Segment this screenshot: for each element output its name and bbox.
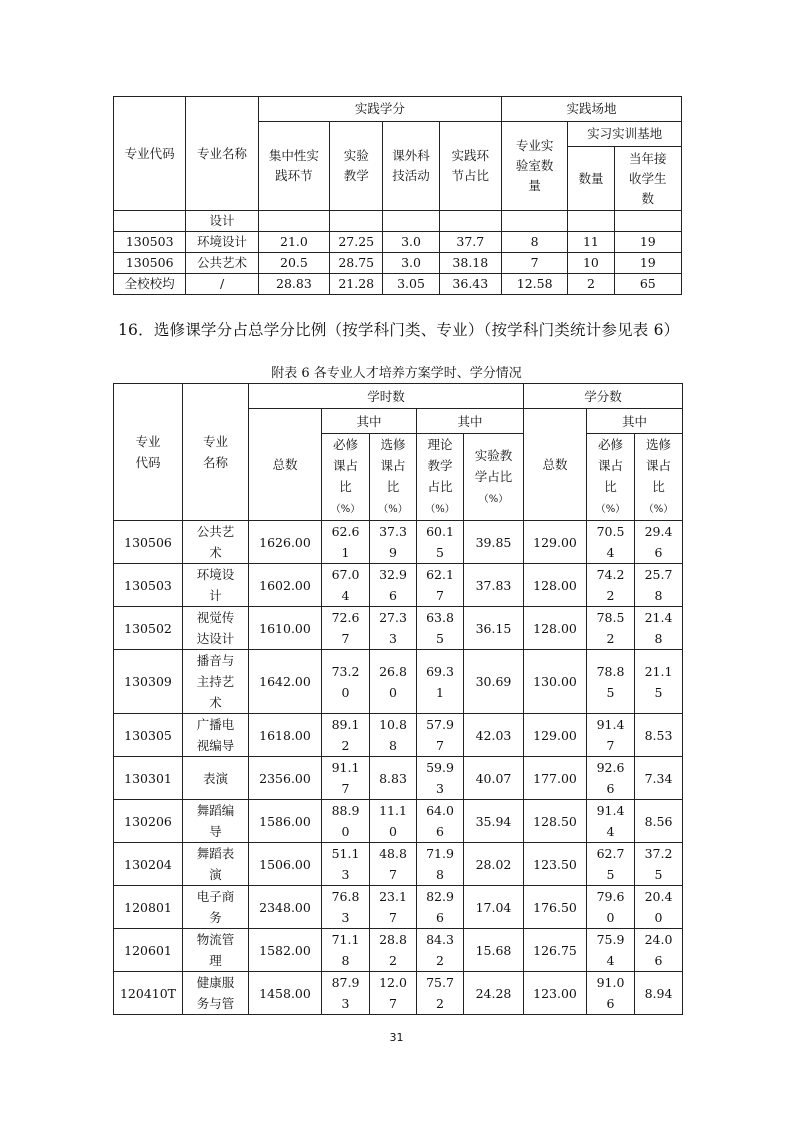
table-caption: 附表 6 各专业人才培养方案学时、学分情况	[271, 366, 522, 381]
header-theory: 理论教学占比 （%）	[417, 434, 464, 521]
table-cell: 62.17	[417, 564, 464, 607]
header-experimental: 实验教学占比 （%）	[464, 434, 524, 521]
table-cell: 1618.00	[249, 714, 322, 757]
table-cell: 1582.00	[249, 929, 322, 972]
table-cell: 广播电视编导	[183, 714, 249, 757]
table-cell: 42.03	[464, 714, 524, 757]
table-cell: 120801	[114, 886, 183, 929]
table-cell: 1642.00	[249, 650, 322, 714]
table-cell: 79.60	[587, 886, 635, 929]
table-cell: 29.46	[635, 521, 683, 564]
table-cell: 130206	[114, 800, 183, 843]
table-cell: 91.47	[587, 714, 635, 757]
table-cell: 57.97	[417, 714, 464, 757]
header-practice-credits: 实践学分	[258, 97, 501, 122]
table-cell: 87.93	[322, 972, 370, 1015]
table-cell: 130506	[114, 521, 183, 564]
table-cell: 73.20	[322, 650, 370, 714]
table-cell: 8.94	[635, 972, 683, 1015]
table-cell: 128.00	[524, 607, 587, 650]
table-cell: 舞蹈编导	[183, 800, 249, 843]
table-cell: 130301	[114, 757, 183, 800]
table-cell: 69.31	[417, 650, 464, 714]
table-cell: 76.83	[322, 886, 370, 929]
table-cell: 37.39	[370, 521, 417, 564]
table-row: 130506 公共艺术 20.5 28.75 3.0 38.18 7 10 19	[114, 253, 682, 274]
table-cell: 130309	[114, 650, 183, 714]
table-cell: 128.00	[524, 564, 587, 607]
table-cell: 91.17	[322, 757, 370, 800]
table-row	[114, 714, 683, 757]
table-cell: 91.44	[587, 800, 635, 843]
hours-credits-table	[113, 383, 683, 1015]
table-cell: 12.07	[370, 972, 417, 1015]
table-cell: 60.15	[417, 521, 464, 564]
header-hours: 学时数	[249, 384, 524, 409]
table-cell: 128.50	[524, 800, 587, 843]
page-number: 31	[389, 1031, 404, 1044]
table-cell: 20.40	[635, 886, 683, 929]
table-cell: 28.02	[464, 843, 524, 886]
table-cell: 8.56	[635, 800, 683, 843]
table-cell: 88.90	[322, 800, 370, 843]
table-cell: 120601	[114, 929, 183, 972]
table-cell: 51.13	[322, 843, 370, 886]
table-cell: 71.18	[322, 929, 370, 972]
header-required: 必修课占比 （%）	[322, 434, 370, 521]
table-cell: 2348.00	[249, 886, 322, 929]
header-credit-total: 总数	[524, 409, 587, 521]
header-code: 专业代码	[114, 384, 183, 521]
table-cell: 176.50	[524, 886, 587, 929]
table-cell: 1458.00	[249, 972, 322, 1015]
table-cell: 37.25	[635, 843, 683, 886]
table-cell: 40.07	[464, 757, 524, 800]
table-cell: 120410T	[114, 972, 183, 1015]
table-cell: 82.96	[417, 886, 464, 929]
header-ratio: 实践环节占比	[439, 122, 501, 211]
table-cell: 129.00	[524, 714, 587, 757]
table-cell: 91.06	[587, 972, 635, 1015]
table-row: 设计	[114, 211, 682, 232]
table-cell: 24.06	[635, 929, 683, 972]
header-concentrated: 集中性实践环节	[258, 122, 329, 211]
table-cell: 123.50	[524, 843, 587, 886]
table-row	[114, 800, 683, 843]
table-cell: 26.80	[370, 650, 417, 714]
header-elective: 选修课占比 （%）	[370, 434, 417, 521]
table-cell: 21.48	[635, 607, 683, 650]
header-credit-elective: 选修课占比 （%）	[635, 434, 683, 521]
table-cell: 36.15	[464, 607, 524, 650]
header-credits: 学分数	[524, 384, 683, 409]
table-cell: 39.85	[464, 521, 524, 564]
table-cell: 177.00	[524, 757, 587, 800]
table-cell: 健康服务与管	[183, 972, 249, 1015]
header-total: 总数	[249, 409, 322, 521]
table-cell: 1626.00	[249, 521, 322, 564]
table-cell: 64.06	[417, 800, 464, 843]
header-of-which: 其中	[322, 409, 417, 434]
table-cell: 63.85	[417, 607, 464, 650]
table-cell: 126.75	[524, 929, 587, 972]
table-cell: 30.69	[464, 650, 524, 714]
table-cell: 35.94	[464, 800, 524, 843]
table-cell: 2356.00	[249, 757, 322, 800]
table-cell: 78.85	[587, 650, 635, 714]
table-cell: 1506.00	[249, 843, 322, 886]
table-cell: 70.54	[587, 521, 635, 564]
table-cell: 公共艺术	[183, 521, 249, 564]
table-row: 130503 环境设计 21.0 27.25 3.0 37.7 8 11 19	[114, 232, 682, 253]
header-name: 专业名称	[186, 97, 258, 211]
header-base-count: 数量	[568, 147, 614, 211]
table-cell: 72.67	[322, 607, 370, 650]
table-cell: 1602.00	[249, 564, 322, 607]
section-heading: 16．选修课学分占总学分比例（按学科门类、专业）（按学科门类统计参见表 6）	[118, 321, 680, 339]
header-name: 专业名称	[183, 384, 249, 521]
table-cell: 78.52	[587, 607, 635, 650]
table-row: 全校校均 / 28.83 21.28 3.05 36.43 12.58 2 65	[114, 274, 682, 295]
table-cell: 1586.00	[249, 800, 322, 843]
table-row	[114, 521, 683, 564]
table-cell: 17.04	[464, 886, 524, 929]
table-cell: 视觉传达设计	[183, 607, 249, 650]
practice-credits-table	[113, 96, 682, 295]
table-cell: 71.98	[417, 843, 464, 886]
table-cell: 130305	[114, 714, 183, 757]
table-cell: 表演	[183, 757, 249, 800]
table-cell: 37.83	[464, 564, 524, 607]
header-experiment: 实验教学	[330, 122, 383, 211]
table-cell: 15.68	[464, 929, 524, 972]
table-cell: 8.83	[370, 757, 417, 800]
table-cell: 环境设计	[183, 564, 249, 607]
table-cell: 59.93	[417, 757, 464, 800]
table-cell: 89.12	[322, 714, 370, 757]
table-cell: 48.87	[370, 843, 417, 886]
table-cell: 123.00	[524, 972, 587, 1015]
table-cell: 8.53	[635, 714, 683, 757]
table-cell: 75.94	[587, 929, 635, 972]
table-row	[114, 650, 683, 714]
header-bases: 实习实训基地	[568, 122, 682, 147]
table-row	[114, 607, 683, 650]
header-code: 专业代码	[114, 97, 186, 211]
table-cell: 92.66	[587, 757, 635, 800]
table-cell: 130.00	[524, 650, 587, 714]
table-cell: 21.15	[635, 650, 683, 714]
table-cell: 130502	[114, 607, 183, 650]
table-cell: 75.72	[417, 972, 464, 1015]
table-cell: 舞蹈表演	[183, 843, 249, 886]
header-extracurricular: 课外科技活动	[383, 122, 439, 211]
table-cell: 62.61	[322, 521, 370, 564]
table-cell: 129.00	[524, 521, 587, 564]
table-cell: 130204	[114, 843, 183, 886]
table-cell: 25.78	[635, 564, 683, 607]
table-cell: 播音与主持艺术	[183, 650, 249, 714]
table-cell: 84.32	[417, 929, 464, 972]
table-row	[114, 886, 683, 929]
table-cell: 62.75	[587, 843, 635, 886]
table-cell: 23.17	[370, 886, 417, 929]
table-cell: 130503	[114, 564, 183, 607]
header-credit-required: 必修课占比 （%）	[587, 434, 635, 521]
table-row	[114, 564, 683, 607]
header-of-which: 其中	[417, 409, 524, 434]
table-cell: 10.88	[370, 714, 417, 757]
table-cell: 1610.00	[249, 607, 322, 650]
table-cell: 物流管理	[183, 929, 249, 972]
table-cell: 32.96	[370, 564, 417, 607]
header-sites: 实践场地	[501, 97, 681, 122]
table-row	[114, 929, 683, 972]
table-cell: 28.82	[370, 929, 417, 972]
table-row	[114, 757, 683, 800]
table-row	[114, 972, 683, 1015]
table-cell: 74.22	[587, 564, 635, 607]
table-cell: 7.34	[635, 757, 683, 800]
table-cell: 67.04	[322, 564, 370, 607]
header-of-which: 其中	[587, 409, 683, 434]
table-cell: 24.28	[464, 972, 524, 1015]
header-students: 当年接收学生数	[614, 147, 681, 211]
header-lab-count: 专业实验室数量	[501, 122, 567, 211]
table-cell: 11.10	[370, 800, 417, 843]
table-cell: 27.33	[370, 607, 417, 650]
table-row	[114, 843, 683, 886]
table-cell: 电子商务	[183, 886, 249, 929]
